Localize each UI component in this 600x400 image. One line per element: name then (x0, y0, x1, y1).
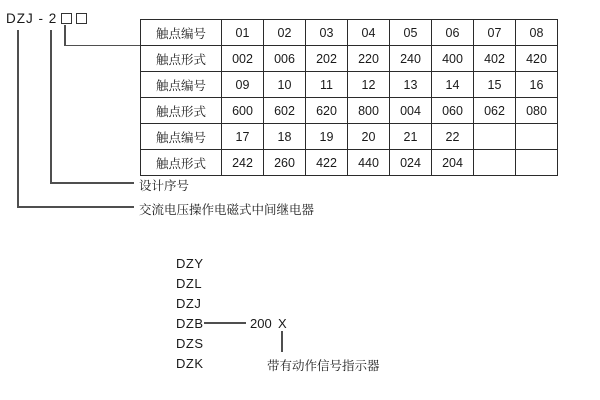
connector-line-serial-horizontal (50, 182, 134, 184)
table-cell: 05 (390, 20, 432, 46)
series-suffix-letter: X (278, 316, 287, 331)
table-cell: 09 (222, 72, 264, 98)
table-cell: 06 (432, 20, 474, 46)
contact-code-table (140, 19, 558, 176)
table-cell: 15 (474, 72, 516, 98)
row-label-cell: 触点形式 (141, 46, 222, 72)
table-cell: 21 (390, 124, 432, 150)
row-label-cell: 触点形式 (141, 150, 222, 176)
series-item-dzy: DZY (176, 256, 204, 271)
connector-line-product-vertical (17, 30, 19, 207)
table-cell: 04 (348, 20, 390, 46)
table-cell: 12 (348, 72, 390, 98)
table-cell: 440 (348, 150, 390, 176)
table-cell: 004 (390, 98, 432, 124)
table-cell: 422 (306, 150, 348, 176)
table-cell: 13 (390, 72, 432, 98)
series-item-dzb: DZB (176, 316, 204, 331)
table-cell: 024 (390, 150, 432, 176)
table-cell: 19 (306, 124, 348, 150)
table-cell: 600 (222, 98, 264, 124)
series-item-dzk: DZK (176, 356, 204, 371)
table-cell: 220 (348, 46, 390, 72)
table-cell: 20 (348, 124, 390, 150)
table-cell: 11 (306, 72, 348, 98)
table-cell: 602 (264, 98, 306, 124)
connector-line-serial-vertical (50, 30, 52, 183)
table-row (141, 46, 558, 72)
model-placeholder-square (61, 13, 72, 24)
table-cell: 22 (432, 124, 474, 150)
table-cell: 02 (264, 20, 306, 46)
table-cell: 060 (432, 98, 474, 124)
series-item-dzs: DZS (176, 336, 204, 351)
table-cell (516, 124, 558, 150)
table-cell: 03 (306, 20, 348, 46)
series-suffix-dash-line (204, 322, 246, 324)
callout-design-serial: 设计序号 (139, 179, 190, 193)
connector-line-indicator-vertical (281, 331, 283, 352)
table-cell: 400 (432, 46, 474, 72)
connector-line-contact-horizontal (64, 45, 141, 47)
contact-code-table-body (141, 20, 558, 176)
table-cell: 260 (264, 150, 306, 176)
connector-line-contact-vertical (64, 25, 66, 46)
model-designation (6, 9, 87, 27)
table-cell (474, 150, 516, 176)
table-cell: 07 (474, 20, 516, 46)
table-cell: 620 (306, 98, 348, 124)
model-prefix-text: DZJ - 2 (6, 10, 58, 26)
table-cell: 002 (222, 46, 264, 72)
callout-product-name: 交流电压操作电磁式中间继电器 (139, 203, 315, 217)
table-cell: 10 (264, 72, 306, 98)
table-row (141, 150, 558, 176)
connector-line-product-horizontal (17, 206, 134, 208)
table-cell: 080 (516, 98, 558, 124)
table-cell: 01 (222, 20, 264, 46)
table-cell: 14 (432, 72, 474, 98)
table-row (141, 20, 558, 46)
table-cell: 800 (348, 98, 390, 124)
row-label-cell: 触点编号 (141, 20, 222, 46)
table-cell: 006 (264, 46, 306, 72)
table-cell: 402 (474, 46, 516, 72)
table-cell: 204 (432, 150, 474, 176)
series-suffix-number: 200 (250, 316, 272, 331)
table-row (141, 98, 558, 124)
table-row (141, 124, 558, 150)
row-label-cell: 触点编号 (141, 72, 222, 98)
table-cell: 202 (306, 46, 348, 72)
table-row (141, 72, 558, 98)
table-cell: 242 (222, 150, 264, 176)
table-cell: 08 (516, 20, 558, 46)
table-cell: 17 (222, 124, 264, 150)
table-cell: 420 (516, 46, 558, 72)
table-cell: 240 (390, 46, 432, 72)
indicator-note: 带有动作信号指示器 (267, 359, 380, 373)
table-cell: 062 (474, 98, 516, 124)
series-item-dzj: DZJ (176, 296, 202, 311)
table-cell: 16 (516, 72, 558, 98)
table-cell: 18 (264, 124, 306, 150)
row-label-cell: 触点编号 (141, 124, 222, 150)
table-cell (474, 124, 516, 150)
model-placeholder-square (76, 13, 87, 24)
series-item-dzl: DZL (176, 276, 203, 291)
table-cell (516, 150, 558, 176)
row-label-cell: 触点形式 (141, 98, 222, 124)
